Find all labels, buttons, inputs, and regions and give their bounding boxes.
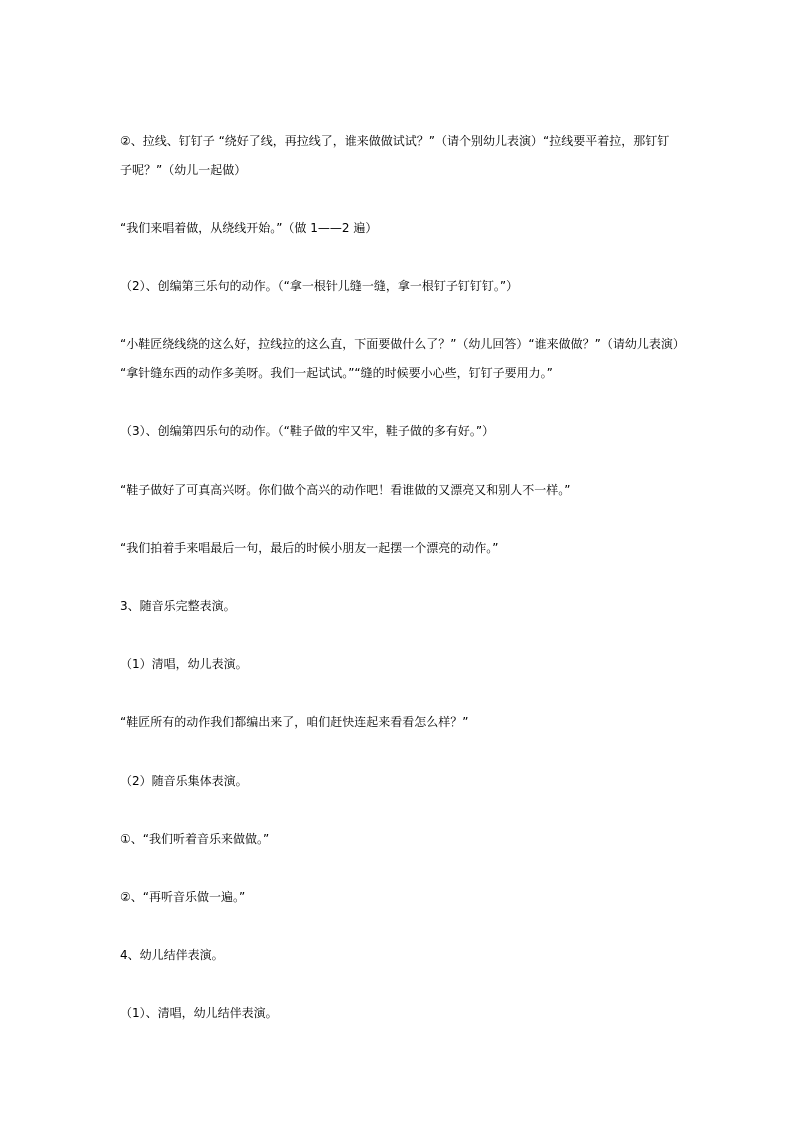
- text-line: ①、“我们听着音乐来做做。”: [120, 832, 270, 846]
- text-line: “我们拍着手来唱最后一句，最后的时候小朋友一起摆一个漂亮的动作。”: [120, 541, 499, 555]
- text-line: （3）、创编第四乐句的动作。（“鞋子做的牢又牢，鞋子做的多有好。”）: [120, 424, 495, 438]
- text-line: （2）、创编第三乐句的动作。（“拿一根针儿缝一缝，拿一根钉子钉钉钉。”）: [120, 279, 519, 293]
- text-line: “鞋子做好了可真高兴呀。你们做个高兴的动作吧！看谁做的又漂亮又和别人不一样。”: [120, 483, 571, 497]
- text-line: “鞋匠所有的动作我们都编出来了，咱们赶快连起来看看怎么样？”: [120, 715, 469, 729]
- section-heading: 3、随音乐完整表演。: [120, 599, 236, 613]
- text-line: （1）清唱，幼儿表演。: [120, 657, 248, 671]
- text-line: ②、“再听音乐做一遍。”: [120, 890, 246, 904]
- text-line: “拿针缝东西的动作多美呀。我们一起试试。”“缝的时候要小心些，钉钉子要用力。”: [120, 366, 553, 380]
- text-line: ②、拉线、钉钉子 “绕好了线，再拉线了，谁来做做试试？”（请个别幼儿表演）“拉线要平着拉，那钉钉: [120, 134, 670, 148]
- text-line: “我们来唱着做，从绕线开始。”（做 1——2 遍）: [120, 221, 378, 235]
- text-line: 子呢？”（幼儿一起做）: [120, 163, 247, 177]
- text-line: （1）、清唱，幼儿结伴表演。: [120, 1006, 278, 1020]
- text-line: “小鞋匠绕线绕的这么好，拉线拉的这么直，下面要做什么了？”（幼儿回答）“谁来做做？”（请幼儿表演）: [120, 337, 685, 351]
- text-line: （2）随音乐集体表演。: [120, 774, 248, 788]
- section-heading: 4、幼儿结伴表演。: [120, 948, 224, 962]
